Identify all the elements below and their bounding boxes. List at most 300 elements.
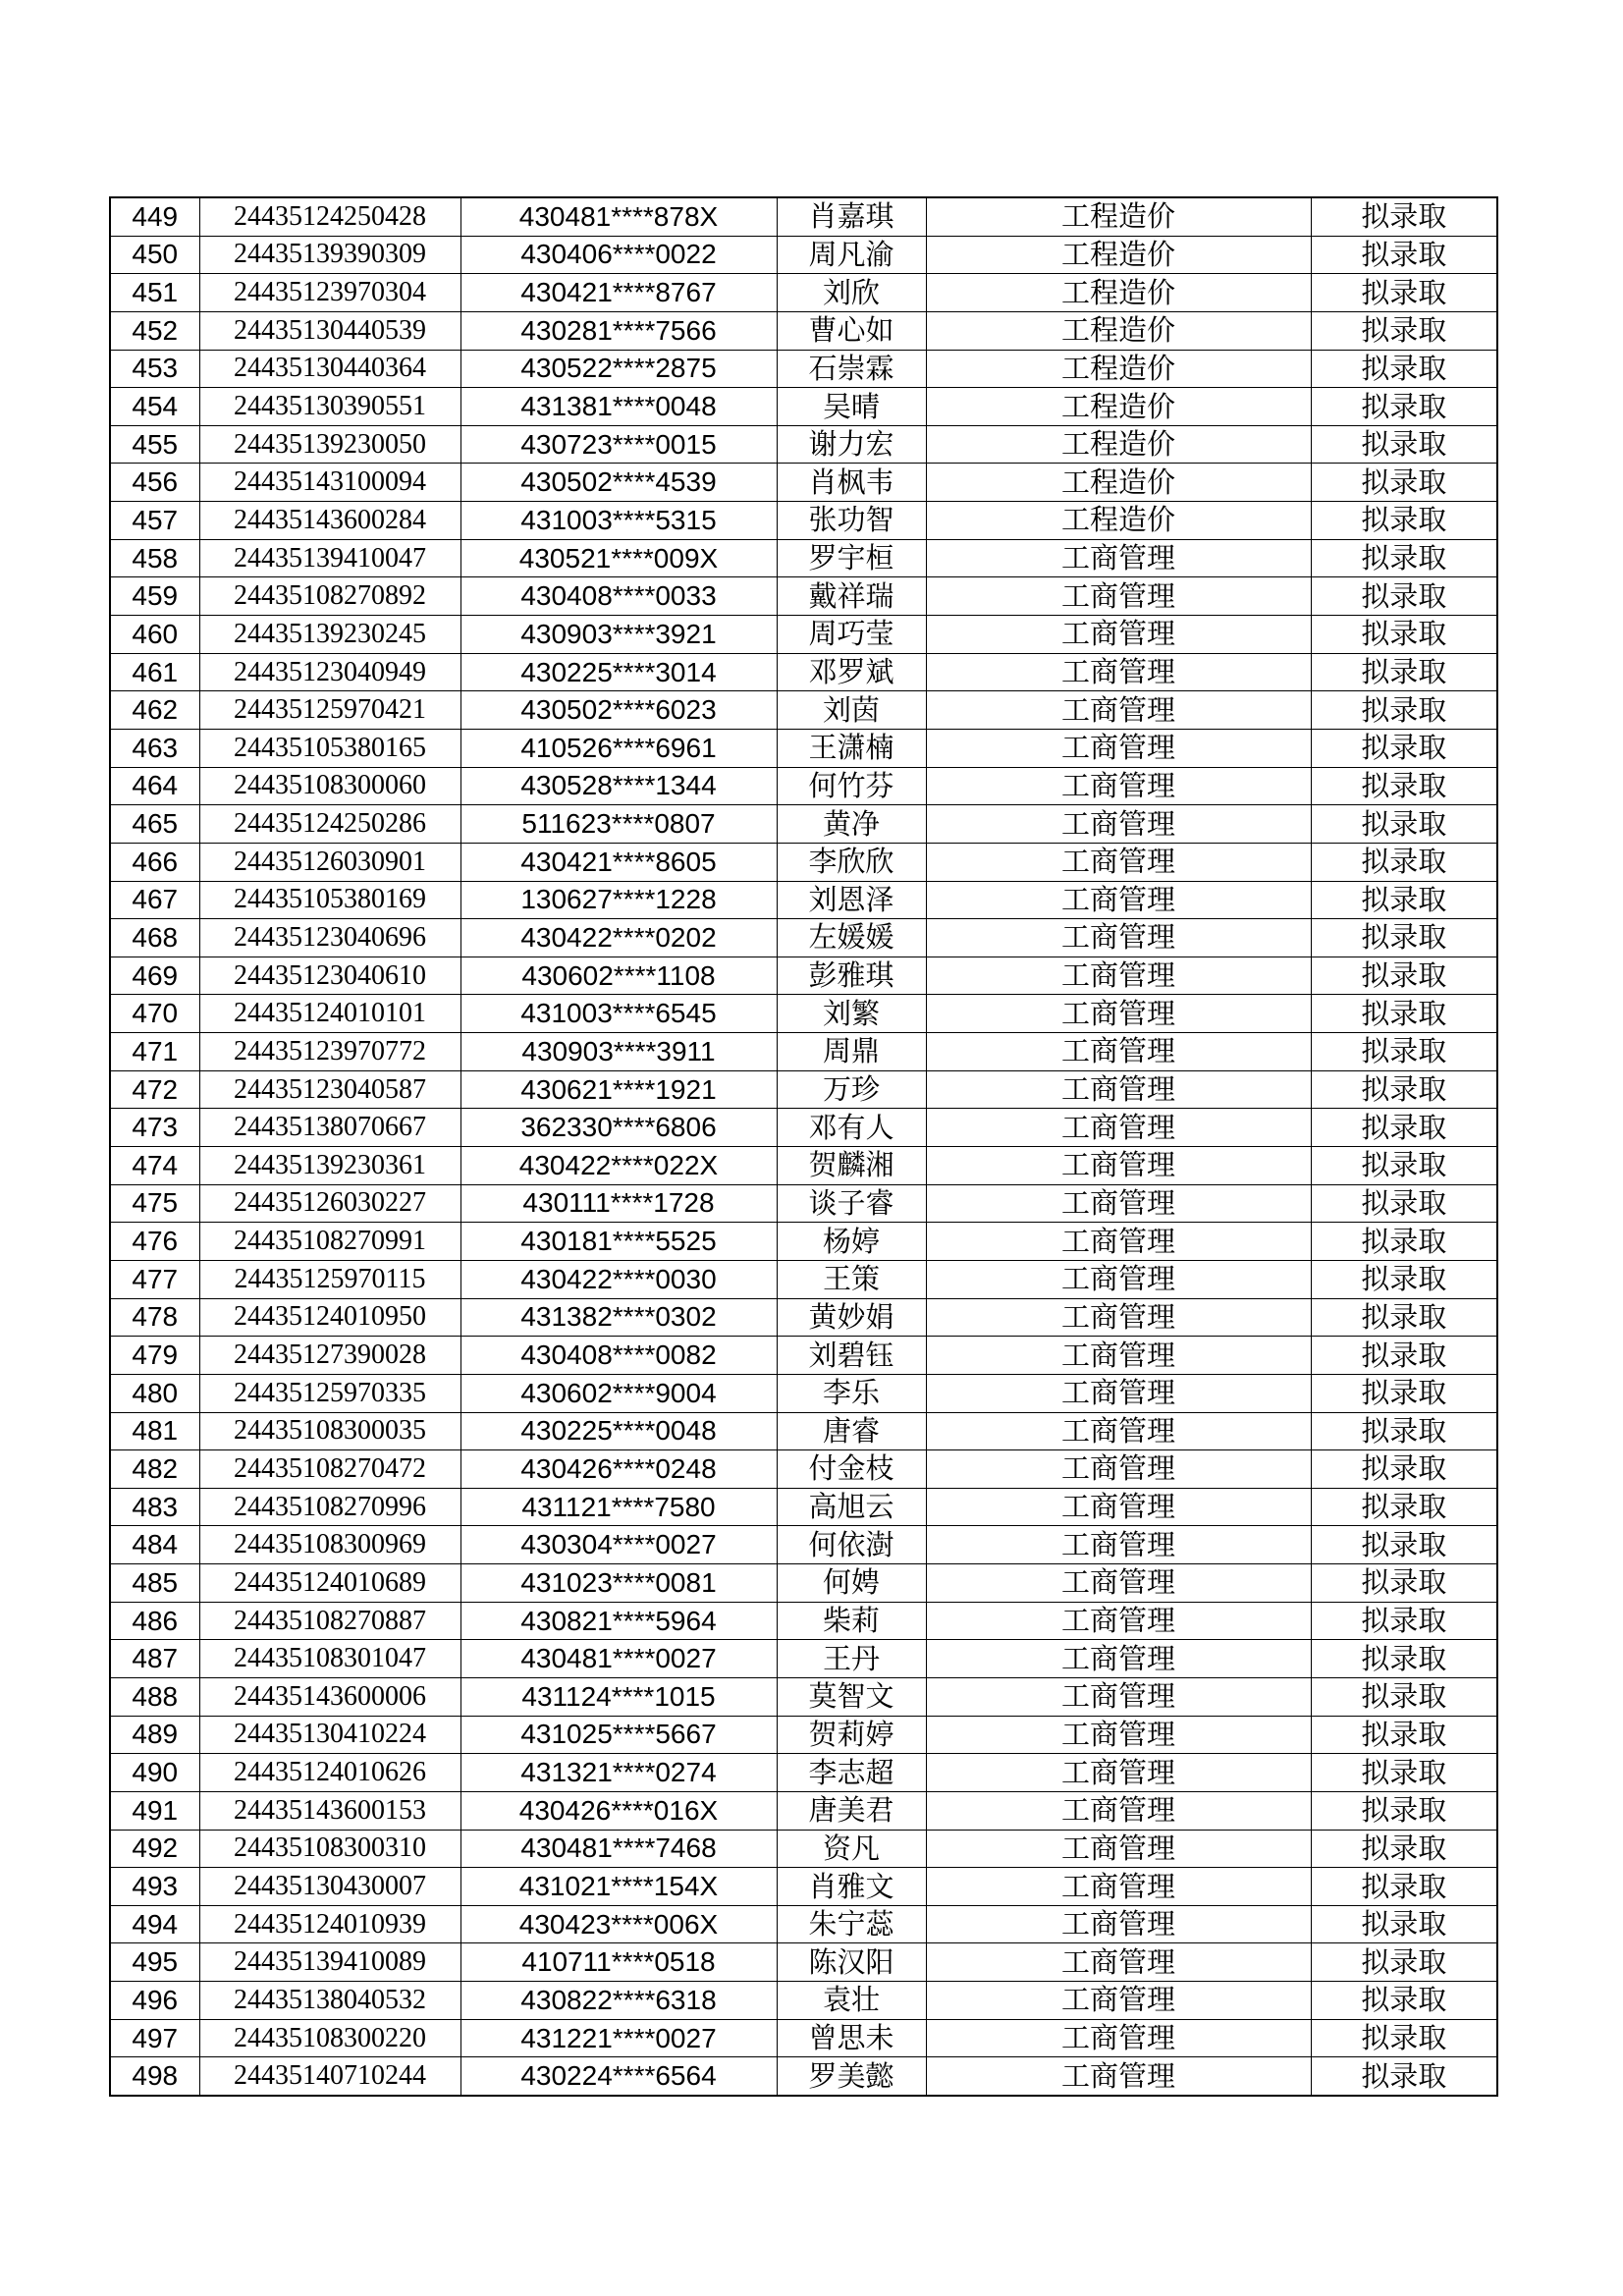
student-name-cell: 肖枫韦 [777, 464, 926, 502]
row-number-cell: 454 [110, 388, 199, 426]
major-cell: 工商管理 [926, 1791, 1311, 1830]
exam-number-cell: 24435123040696 [199, 919, 460, 957]
table-row [110, 1298, 1497, 1337]
exam-number-cell: 24435130440364 [199, 350, 460, 388]
admission-status-cell: 拟录取 [1311, 2057, 1497, 2096]
table-row [110, 1754, 1497, 1792]
admission-status-cell: 拟录取 [1311, 1337, 1497, 1375]
major-cell: 工商管理 [926, 1260, 1311, 1298]
student-name-cell: 何竹芬 [777, 767, 926, 805]
admission-status-cell: 拟录取 [1311, 1260, 1497, 1298]
major-cell: 工商管理 [926, 1754, 1311, 1792]
id-number-cell: 410526****6961 [460, 729, 777, 767]
student-name-cell: 邓有人 [777, 1109, 926, 1147]
table-row [110, 995, 1497, 1033]
id-number-cell: 430481****0027 [460, 1640, 777, 1678]
exam-number-cell: 24435123970304 [199, 274, 460, 312]
id-number-cell: 431121****7580 [460, 1488, 777, 1526]
admission-status-cell: 拟录取 [1311, 2019, 1497, 2057]
row-number-cell: 492 [110, 1830, 199, 1868]
row-number-cell: 456 [110, 464, 199, 502]
row-number-cell: 484 [110, 1526, 199, 1564]
major-cell: 工商管理 [926, 653, 1311, 691]
exam-number-cell: 24435124250286 [199, 805, 460, 844]
major-cell: 工商管理 [926, 729, 1311, 767]
admission-status-cell: 拟录取 [1311, 729, 1497, 767]
row-number-cell: 458 [110, 539, 199, 577]
major-cell: 工商管理 [926, 539, 1311, 577]
exam-number-cell: 24435138040532 [199, 1982, 460, 2020]
student-name-cell: 周凡渝 [777, 236, 926, 274]
student-name-cell: 彭雅琪 [777, 957, 926, 995]
exam-number-cell: 24435105380165 [199, 729, 460, 767]
table-body [110, 197, 1497, 2096]
student-name-cell: 何依澍 [777, 1526, 926, 1564]
major-cell: 工商管理 [926, 1905, 1311, 1943]
major-cell: 工商管理 [926, 995, 1311, 1033]
table-row [110, 311, 1497, 350]
student-name-cell: 高旭云 [777, 1488, 926, 1526]
student-name-cell: 柴莉 [777, 1602, 926, 1640]
row-number-cell: 469 [110, 957, 199, 995]
table-row [110, 2057, 1497, 2096]
student-name-cell: 莫智文 [777, 1677, 926, 1716]
major-cell: 工商管理 [926, 1184, 1311, 1223]
major-cell: 工商管理 [926, 843, 1311, 881]
exam-number-cell: 24435125970421 [199, 691, 460, 730]
admission-status-cell: 拟录取 [1311, 1830, 1497, 1868]
table-row [110, 843, 1497, 881]
table-row [110, 881, 1497, 919]
row-number-cell: 472 [110, 1070, 199, 1109]
admission-status-cell: 拟录取 [1311, 1223, 1497, 1261]
admission-status-cell: 拟录取 [1311, 1184, 1497, 1223]
row-number-cell: 459 [110, 577, 199, 616]
exam-number-cell: 24435124010101 [199, 995, 460, 1033]
exam-number-cell: 24435143600284 [199, 502, 460, 540]
student-name-cell: 唐睿 [777, 1412, 926, 1450]
id-number-cell: 430181****5525 [460, 1223, 777, 1261]
exam-number-cell: 24435126030227 [199, 1184, 460, 1223]
admission-status-cell: 拟录取 [1311, 616, 1497, 654]
row-number-cell: 449 [110, 197, 199, 236]
id-number-cell: 430602****9004 [460, 1374, 777, 1412]
major-cell: 工商管理 [926, 881, 1311, 919]
student-name-cell: 贺麟湘 [777, 1147, 926, 1185]
row-number-cell: 464 [110, 767, 199, 805]
major-cell: 工商管理 [926, 2019, 1311, 2057]
student-name-cell: 朱宁蕊 [777, 1905, 926, 1943]
table-row [110, 2019, 1497, 2057]
exam-number-cell: 24435139230361 [199, 1147, 460, 1185]
admission-status-cell: 拟录取 [1311, 425, 1497, 464]
major-cell: 工商管理 [926, 1943, 1311, 1982]
major-cell: 工商管理 [926, 1488, 1311, 1526]
table-row [110, 236, 1497, 274]
major-cell: 工商管理 [926, 1223, 1311, 1261]
exam-number-cell: 24435143600006 [199, 1677, 460, 1716]
row-number-cell: 495 [110, 1943, 199, 1982]
admission-status-cell: 拟录取 [1311, 1488, 1497, 1526]
row-number-cell: 461 [110, 653, 199, 691]
table-row [110, 1412, 1497, 1450]
table-row [110, 388, 1497, 426]
exam-number-cell: 24435143600153 [199, 1791, 460, 1830]
exam-number-cell: 24435130440539 [199, 311, 460, 350]
id-number-cell: 431003****6545 [460, 995, 777, 1033]
student-name-cell: 万珍 [777, 1070, 926, 1109]
id-number-cell: 431025****5667 [460, 1716, 777, 1754]
admission-status-cell: 拟录取 [1311, 957, 1497, 995]
table-row [110, 274, 1497, 312]
exam-number-cell: 24435130410224 [199, 1716, 460, 1754]
table-row [110, 653, 1497, 691]
id-number-cell: 430304****0027 [460, 1526, 777, 1564]
major-cell: 工程造价 [926, 236, 1311, 274]
admission-status-cell: 拟录取 [1311, 1791, 1497, 1830]
student-name-cell: 陈汉阳 [777, 1943, 926, 1982]
id-number-cell: 430521****009X [460, 539, 777, 577]
row-number-cell: 476 [110, 1223, 199, 1261]
major-cell: 工商管理 [926, 1640, 1311, 1678]
row-number-cell: 496 [110, 1982, 199, 2020]
major-cell: 工商管理 [926, 1450, 1311, 1489]
exam-number-cell: 24435108270996 [199, 1488, 460, 1526]
admission-status-cell: 拟录取 [1311, 350, 1497, 388]
student-name-cell: 罗美懿 [777, 2057, 926, 2096]
table-row [110, 1184, 1497, 1223]
table-row [110, 1260, 1497, 1298]
id-number-cell: 430225****0048 [460, 1412, 777, 1450]
major-cell: 工商管理 [926, 1147, 1311, 1185]
exam-number-cell: 24435127390028 [199, 1337, 460, 1375]
row-number-cell: 475 [110, 1184, 199, 1223]
table-row [110, 1830, 1497, 1868]
id-number-cell: 430602****1108 [460, 957, 777, 995]
exam-number-cell: 24435124010939 [199, 1905, 460, 1943]
table-row [110, 1602, 1497, 1640]
id-number-cell: 430422****0030 [460, 1260, 777, 1298]
id-number-cell: 430723****0015 [460, 425, 777, 464]
row-number-cell: 498 [110, 2057, 199, 2096]
student-name-cell: 贺莉婷 [777, 1716, 926, 1754]
admission-status-cell: 拟录取 [1311, 1602, 1497, 1640]
row-number-cell: 482 [110, 1450, 199, 1489]
student-name-cell: 黄净 [777, 805, 926, 844]
table-row [110, 197, 1497, 236]
table-row [110, 805, 1497, 844]
id-number-cell: 430621****1921 [460, 1070, 777, 1109]
row-number-cell: 478 [110, 1298, 199, 1337]
exam-number-cell: 24435138070667 [199, 1109, 460, 1147]
id-number-cell: 362330****6806 [460, 1109, 777, 1147]
student-name-cell: 吴晴 [777, 388, 926, 426]
major-cell: 工商管理 [926, 616, 1311, 654]
exam-number-cell: 24435123040949 [199, 653, 460, 691]
major-cell: 工商管理 [926, 1374, 1311, 1412]
table-row [110, 691, 1497, 730]
student-name-cell: 王潇楠 [777, 729, 926, 767]
exam-number-cell: 24435108300035 [199, 1412, 460, 1450]
major-cell: 工商管理 [926, 1033, 1311, 1071]
admission-status-cell: 拟录取 [1311, 197, 1497, 236]
major-cell: 工商管理 [926, 1868, 1311, 1906]
row-number-cell: 452 [110, 311, 199, 350]
admission-list-table [109, 196, 1498, 2097]
row-number-cell: 483 [110, 1488, 199, 1526]
exam-number-cell: 24435139390309 [199, 236, 460, 274]
student-name-cell: 李乐 [777, 1374, 926, 1412]
table-row [110, 1488, 1497, 1526]
table-row [110, 1526, 1497, 1564]
major-cell: 工商管理 [926, 1109, 1311, 1147]
major-cell: 工程造价 [926, 274, 1311, 312]
student-name-cell: 刘碧钰 [777, 1337, 926, 1375]
id-number-cell: 431124****1015 [460, 1677, 777, 1716]
row-number-cell: 489 [110, 1716, 199, 1754]
row-number-cell: 453 [110, 350, 199, 388]
id-number-cell: 431021****154X [460, 1868, 777, 1906]
admission-status-cell: 拟录取 [1311, 1905, 1497, 1943]
major-cell: 工商管理 [926, 1602, 1311, 1640]
id-number-cell: 430421****8767 [460, 274, 777, 312]
admission-status-cell: 拟录取 [1311, 1943, 1497, 1982]
student-name-cell: 肖雅文 [777, 1868, 926, 1906]
admission-status-cell: 拟录取 [1311, 653, 1497, 691]
table-row [110, 1640, 1497, 1678]
student-name-cell: 戴祥瑞 [777, 577, 926, 616]
table-row [110, 1450, 1497, 1489]
table-row [110, 1070, 1497, 1109]
id-number-cell: 430408****0082 [460, 1337, 777, 1375]
table-row [110, 539, 1497, 577]
row-number-cell: 455 [110, 425, 199, 464]
admission-status-cell: 拟录取 [1311, 1070, 1497, 1109]
id-number-cell: 431321****0274 [460, 1754, 777, 1792]
id-number-cell: 430422****0202 [460, 919, 777, 957]
row-number-cell: 457 [110, 502, 199, 540]
admission-status-cell: 拟录取 [1311, 1109, 1497, 1147]
row-number-cell: 480 [110, 1374, 199, 1412]
row-number-cell: 450 [110, 236, 199, 274]
id-number-cell: 430522****2875 [460, 350, 777, 388]
student-name-cell: 曹心如 [777, 311, 926, 350]
exam-number-cell: 24435108301047 [199, 1640, 460, 1678]
row-number-cell: 490 [110, 1754, 199, 1792]
id-number-cell: 430502****6023 [460, 691, 777, 730]
major-cell: 工商管理 [926, 1830, 1311, 1868]
exam-number-cell: 24435124010950 [199, 1298, 460, 1337]
row-number-cell: 470 [110, 995, 199, 1033]
table-row [110, 1223, 1497, 1261]
table-row [110, 1943, 1497, 1982]
id-number-cell: 430423****006X [460, 1905, 777, 1943]
student-name-cell: 刘恩泽 [777, 881, 926, 919]
major-cell: 工商管理 [926, 1337, 1311, 1375]
row-number-cell: 463 [110, 729, 199, 767]
id-number-cell: 430481****7468 [460, 1830, 777, 1868]
table-row [110, 577, 1497, 616]
student-name-cell: 曾思未 [777, 2019, 926, 2057]
row-number-cell: 466 [110, 843, 199, 881]
table-row [110, 1982, 1497, 2020]
id-number-cell: 431003****5315 [460, 502, 777, 540]
id-number-cell: 430421****8605 [460, 843, 777, 881]
table-row [110, 729, 1497, 767]
row-number-cell: 451 [110, 274, 199, 312]
exam-number-cell: 24435123970772 [199, 1033, 460, 1071]
row-number-cell: 468 [110, 919, 199, 957]
student-name-cell: 何娉 [777, 1564, 926, 1603]
admission-status-cell: 拟录取 [1311, 843, 1497, 881]
major-cell: 工商管理 [926, 691, 1311, 730]
major-cell: 工商管理 [926, 1716, 1311, 1754]
student-name-cell: 黄妙娟 [777, 1298, 926, 1337]
id-number-cell: 431381****0048 [460, 388, 777, 426]
id-number-cell: 430224****6564 [460, 2057, 777, 2096]
id-number-cell: 431221****0027 [460, 2019, 777, 2057]
admission-status-cell: 拟录取 [1311, 1526, 1497, 1564]
id-number-cell: 431382****0302 [460, 1298, 777, 1337]
row-number-cell: 493 [110, 1868, 199, 1906]
table-row [110, 1147, 1497, 1185]
id-number-cell: 410711****0518 [460, 1943, 777, 1982]
id-number-cell: 431023****0081 [460, 1564, 777, 1603]
admission-status-cell: 拟录取 [1311, 1147, 1497, 1185]
major-cell: 工商管理 [926, 1982, 1311, 2020]
major-cell: 工商管理 [926, 919, 1311, 957]
exam-number-cell: 24435139410047 [199, 539, 460, 577]
major-cell: 工商管理 [926, 577, 1311, 616]
admission-status-cell: 拟录取 [1311, 805, 1497, 844]
row-number-cell: 467 [110, 881, 199, 919]
exam-number-cell: 24435108270887 [199, 1602, 460, 1640]
student-name-cell: 肖嘉琪 [777, 197, 926, 236]
major-cell: 工商管理 [926, 805, 1311, 844]
major-cell: 工程造价 [926, 311, 1311, 350]
admission-status-cell: 拟录取 [1311, 691, 1497, 730]
student-name-cell: 刘茵 [777, 691, 926, 730]
id-number-cell: 130627****1228 [460, 881, 777, 919]
row-number-cell: 485 [110, 1564, 199, 1603]
admission-status-cell: 拟录取 [1311, 995, 1497, 1033]
row-number-cell: 488 [110, 1677, 199, 1716]
student-name-cell: 袁壮 [777, 1982, 926, 2020]
exam-number-cell: 24435108300220 [199, 2019, 460, 2057]
table-row [110, 1374, 1497, 1412]
id-number-cell: 430111****1728 [460, 1184, 777, 1223]
major-cell: 工程造价 [926, 425, 1311, 464]
row-number-cell: 471 [110, 1033, 199, 1071]
exam-number-cell: 24435124010626 [199, 1754, 460, 1792]
student-name-cell: 谢力宏 [777, 425, 926, 464]
admission-status-cell: 拟录取 [1311, 1677, 1497, 1716]
major-cell: 工商管理 [926, 2057, 1311, 2096]
id-number-cell: 430406****0022 [460, 236, 777, 274]
table-row [110, 919, 1497, 957]
admission-status-cell: 拟录取 [1311, 274, 1497, 312]
admission-status-cell: 拟录取 [1311, 1374, 1497, 1412]
admission-status-cell: 拟录取 [1311, 1868, 1497, 1906]
student-name-cell: 李欣欣 [777, 843, 926, 881]
exam-number-cell: 24435124010689 [199, 1564, 460, 1603]
exam-number-cell: 24435124250428 [199, 197, 460, 236]
row-number-cell: 460 [110, 616, 199, 654]
admission-status-cell: 拟录取 [1311, 539, 1497, 577]
admission-status-cell: 拟录取 [1311, 919, 1497, 957]
row-number-cell: 487 [110, 1640, 199, 1678]
id-number-cell: 430821****5964 [460, 1602, 777, 1640]
student-name-cell: 王丹 [777, 1640, 926, 1678]
exam-number-cell: 24435108300060 [199, 767, 460, 805]
student-name-cell: 左媛媛 [777, 919, 926, 957]
exam-number-cell: 24435108270892 [199, 577, 460, 616]
table-row [110, 1868, 1497, 1906]
major-cell: 工程造价 [926, 197, 1311, 236]
table-row [110, 502, 1497, 540]
id-number-cell: 430408****0033 [460, 577, 777, 616]
exam-number-cell: 24435108300969 [199, 1526, 460, 1564]
id-number-cell: 430903****3911 [460, 1033, 777, 1071]
exam-number-cell: 24435108270472 [199, 1450, 460, 1489]
row-number-cell: 486 [110, 1602, 199, 1640]
table-row [110, 350, 1497, 388]
student-name-cell: 罗宇桓 [777, 539, 926, 577]
student-name-cell: 杨婷 [777, 1223, 926, 1261]
student-name-cell: 周巧莹 [777, 616, 926, 654]
admission-status-cell: 拟录取 [1311, 464, 1497, 502]
id-number-cell: 430426****016X [460, 1791, 777, 1830]
id-number-cell: 430426****0248 [460, 1450, 777, 1489]
row-number-cell: 481 [110, 1412, 199, 1450]
exam-number-cell: 24435140710244 [199, 2057, 460, 2096]
admission-status-cell: 拟录取 [1311, 1412, 1497, 1450]
admission-status-cell: 拟录取 [1311, 502, 1497, 540]
row-number-cell: 465 [110, 805, 199, 844]
admission-status-cell: 拟录取 [1311, 1982, 1497, 2020]
table-row [110, 1564, 1497, 1603]
student-name-cell: 刘繁 [777, 995, 926, 1033]
major-cell: 工商管理 [926, 1526, 1311, 1564]
major-cell: 工商管理 [926, 767, 1311, 805]
row-number-cell: 473 [110, 1109, 199, 1147]
exam-number-cell: 24435125970335 [199, 1374, 460, 1412]
student-name-cell: 唐美君 [777, 1791, 926, 1830]
exam-number-cell: 24435123040587 [199, 1070, 460, 1109]
exam-number-cell: 24435130430007 [199, 1868, 460, 1906]
admission-status-cell: 拟录取 [1311, 1564, 1497, 1603]
major-cell: 工商管理 [926, 957, 1311, 995]
table-row [110, 1109, 1497, 1147]
major-cell: 工商管理 [926, 1412, 1311, 1450]
student-name-cell: 王策 [777, 1260, 926, 1298]
major-cell: 工商管理 [926, 1070, 1311, 1109]
exam-number-cell: 24435130390551 [199, 388, 460, 426]
admission-status-cell: 拟录取 [1311, 311, 1497, 350]
table-row [110, 957, 1497, 995]
major-cell: 工程造价 [926, 350, 1311, 388]
student-name-cell: 周鼎 [777, 1033, 926, 1071]
row-number-cell: 494 [110, 1905, 199, 1943]
major-cell: 工程造价 [926, 464, 1311, 502]
major-cell: 工商管理 [926, 1298, 1311, 1337]
id-number-cell: 430528****1344 [460, 767, 777, 805]
id-number-cell: 430225****3014 [460, 653, 777, 691]
row-number-cell: 497 [110, 2019, 199, 2057]
row-number-cell: 462 [110, 691, 199, 730]
student-name-cell: 谈子睿 [777, 1184, 926, 1223]
admission-status-cell: 拟录取 [1311, 388, 1497, 426]
